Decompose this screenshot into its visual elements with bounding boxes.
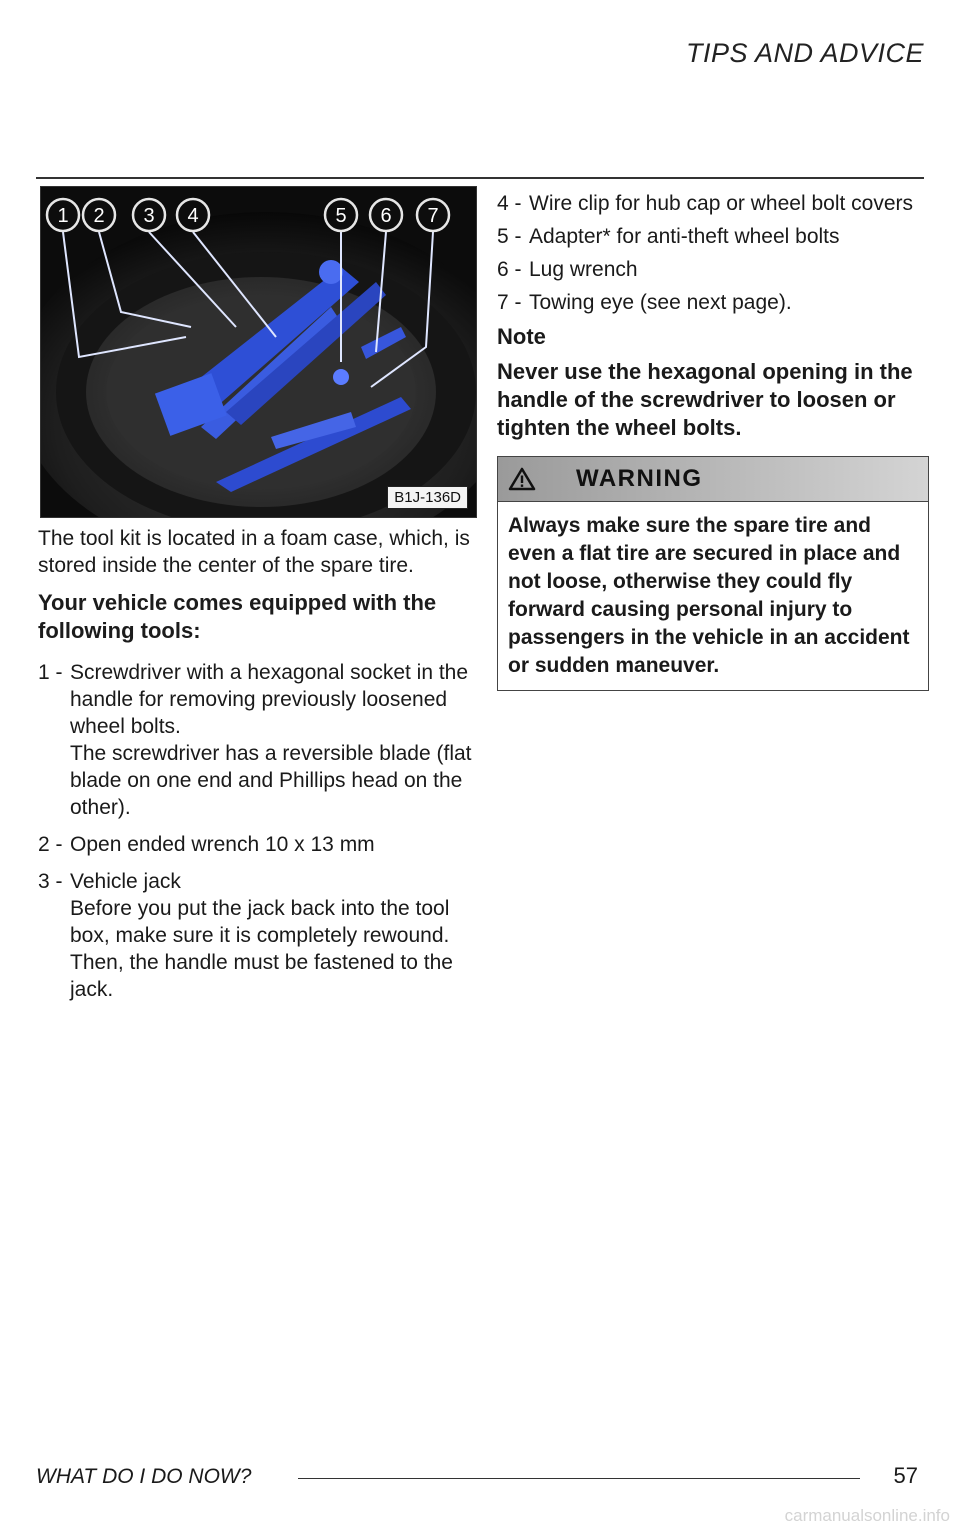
top-rule <box>36 177 924 179</box>
warning-box <box>497 456 929 691</box>
list-item <box>38 868 478 1003</box>
figure-code-label: B1J-136D <box>387 486 468 509</box>
list-text: Before you put the jack back into the tool box, make sure it is completely rewound. <box>70 897 450 947</box>
warning-label: WARNING <box>576 465 703 492</box>
list-number: 7 - <box>497 291 522 314</box>
list-number: 5 - <box>497 225 522 248</box>
list-number: 2 - <box>38 833 63 856</box>
footer-section-title: WHAT DO I DO NOW? <box>36 1465 252 1488</box>
svg-text:5: 5 <box>335 205 347 227</box>
warning-text: Always make sure the spare tire and even a flat tire are secured in place and not loose, otherwise they could fly forward causing personal injury to passengers in the vehicle in an accident or sudden maneuver. <box>508 514 910 677</box>
list-text: The screwdriver has a reversible blade (flat blade on one end and Phillips head on the other). <box>70 742 472 819</box>
list-item <box>497 223 927 250</box>
svg-text:2: 2 <box>93 205 105 227</box>
list-text: Then, the handle must be fastened to the jack. <box>70 951 453 1001</box>
watermark: carmanualsonline.info <box>784 1506 950 1525</box>
callout-7 <box>417 199 449 231</box>
callout-1 <box>47 199 79 231</box>
list-item <box>497 289 927 316</box>
callout-2 <box>83 199 115 231</box>
list-text: Wire clip for hub cap or wheel bolt covers <box>529 192 913 215</box>
svg-text:7: 7 <box>427 205 439 227</box>
list-text: Screwdriver with a hexagonal socket in the handle for removing previously loosened wheel bolts. <box>70 661 469 738</box>
page-number: 57 <box>893 1463 918 1488</box>
list-number: 4 - <box>497 192 522 215</box>
page-header-title: TIPS AND ADVICE <box>685 38 924 68</box>
list-item <box>497 256 927 283</box>
list-item <box>497 190 927 217</box>
callout-5 <box>325 199 357 231</box>
warning-triangle-icon <box>508 467 536 491</box>
svg-text:4: 4 <box>187 205 199 227</box>
list-item <box>38 831 478 858</box>
svg-text:1: 1 <box>57 205 69 227</box>
callout-3 <box>133 199 165 231</box>
svg-text:6: 6 <box>380 205 392 227</box>
intro-paragraph: The tool kit is located in a foam case, which, is stored inside the center of the spare tire. <box>38 527 470 577</box>
footer-rule <box>298 1478 860 1479</box>
list-text: Lug wrench <box>529 258 638 281</box>
list-text: Towing eye (see next page). <box>529 291 792 314</box>
left-column <box>38 525 478 1013</box>
tool-kit-figure <box>40 186 477 518</box>
note-text: Never use the hexagonal opening in the handle of the screwdriver to loosen or tighten the wheel bolts. <box>497 359 913 440</box>
warning-header <box>498 457 928 502</box>
svg-text:3: 3 <box>143 205 155 227</box>
list-text: Open ended wrench 10 x 13 mm <box>70 833 375 856</box>
list-number: 6 - <box>497 258 522 281</box>
list-text: Adapter* for anti-theft wheel bolts <box>529 225 840 248</box>
right-column <box>497 190 927 691</box>
list-item <box>38 659 478 821</box>
callout-4 <box>177 199 209 231</box>
list-number: 1 - <box>38 661 63 684</box>
list-number: 3 - <box>38 870 63 893</box>
tool-kit-illustration <box>41 187 476 517</box>
callout-6 <box>370 199 402 231</box>
note-title: Note <box>497 324 546 349</box>
list-text: Vehicle jack <box>70 870 181 893</box>
tools-heading: Your vehicle comes equipped with the following tools: <box>38 590 437 643</box>
